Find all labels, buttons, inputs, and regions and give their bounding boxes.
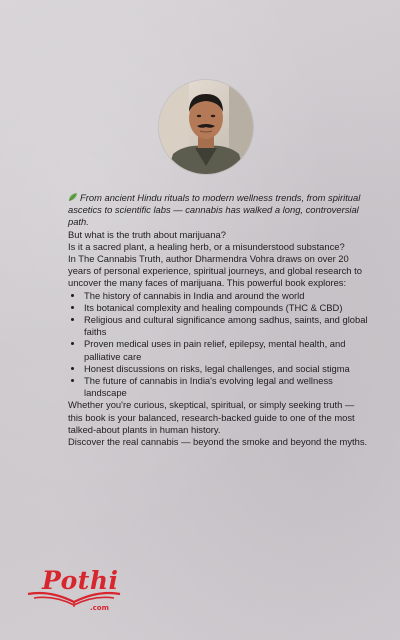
book-description	[68, 192, 368, 448]
list-item: • Religious and cultural significance among sadhus, saints, and global faiths	[84, 314, 368, 338]
list-item: • Its botanical complexity and healing compounds (THC & CBD)	[84, 302, 368, 314]
paragraph-question: But what is the truth about marijuana?	[68, 228, 226, 240]
author-photo	[159, 80, 253, 174]
open-book-icon	[24, 588, 124, 608]
logo-wordmark: Pothi	[42, 566, 119, 595]
paragraph-author: In The Cannabis Truth, author Dharmendra Vohra draws on over 20 years of personal experience, spiritual journeys, and global research to uncover the many faces of marijuana. This powerful book explores:	[68, 253, 362, 289]
intro-text	[68, 192, 368, 229]
list-item: • Honest discussions on risks, legal challenges, and social stigma	[84, 363, 368, 375]
author-portrait-image	[159, 80, 253, 174]
pothi-logo	[24, 566, 128, 616]
paragraph-tagline: Discover the real cannabis — beyond the smoke and beyond the myths.	[68, 436, 368, 448]
topics-list	[68, 290, 368, 400]
leaf-icon	[68, 192, 78, 202]
intro-sentence: From ancient Hindu rituals to modern wellness trends, from spiritual ascetics to scientific labs — cannabis has walked a long, controversial path.	[68, 192, 361, 228]
paragraph-closing: Whether you're curious, skeptical, spiritual, or simply seeking truth — this book is your balanced, research-backed guide to one of the most talked-about plants in human history.	[68, 399, 355, 435]
list-item: • The future of cannabis in India's evolving legal and wellness landscape	[84, 375, 368, 399]
logo-domain: .com	[90, 604, 109, 612]
list-item: • The history of cannabis in India and around the world	[84, 290, 368, 302]
list-item: • Proven medical uses in pain relief, epilepsy, mental health, and palliative care	[84, 338, 368, 362]
paragraph-question-2: Is it a sacred plant, a healing herb, or a misunderstood substance?	[68, 240, 345, 252]
